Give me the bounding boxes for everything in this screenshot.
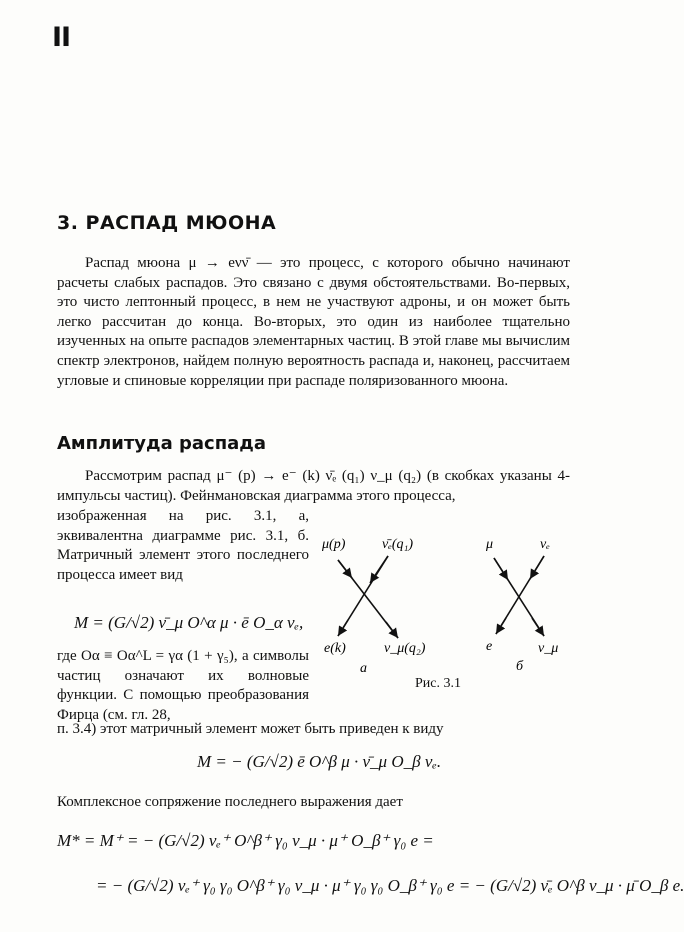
feynman-figure <box>318 528 578 698</box>
diagram-a-numu-arrow <box>386 622 398 638</box>
amplitude-paragraph-lead: Рассмотрим распад μ⁻ (p) → e⁻ (k) ν̄ₑ (q₁) ν_μ (q₂) (в скобках указаны 4-импульсы частиц). Фейнмановская диаграмма этого процесса, <box>57 468 570 504</box>
intro-paragraph: Распад мюона μ → eνν̄ — это процесс, с которого обычно начинают расчеты слабых распадов. Это связано с двумя обстоятельствами. Во-первых, это чисто лептонный процесс, в нем не участвуют адроны, и он может быть легко рассчитан до конца. Во-вторых, это один из наиболее тщательно изученных на опыте распадов элементарных частиц. В этой главе мы вычислим спектр электронов, найдем полную вероятность распада и, наконец, рассчитаем угловые и спиновые корреляции при распаде поляризованного мюона. <box>57 255 570 389</box>
diagram-a-muon-arrow <box>338 560 352 578</box>
diagram-b-nue-arrow <box>530 556 544 579</box>
diagram-b-top-right: νₑ <box>540 537 550 552</box>
formula-conjugate-1: M* = M⁺ = − (G/√2) νₑ⁺ O^β⁺ γ₀ ν_μ · μ⁺ O_β⁺ γ₀ e = <box>57 831 434 850</box>
diagram-a-label: а <box>360 661 367 676</box>
page-number: II <box>52 22 71 53</box>
diagram-a-bottom-right: ν_μ(q₂) <box>384 641 426 656</box>
gamma-definition-text: где Oα ≡ Oα^L = γα (1 + γ₅), а символы частиц означают их волновые функции. С помощью преобразования Фирца (см. гл. 28, <box>57 648 309 723</box>
diagram-b-bottom-right: ν_μ <box>538 641 559 656</box>
diagram-a-electron-arrow <box>338 620 348 636</box>
diagram-b <box>485 537 558 674</box>
formula-fierz: M = − (G/√2) ē O^β μ · ν̄_μ O_β νₑ. <box>197 752 442 771</box>
amplitude-paragraph-narrow: изображенная на рис. 3.1, а, эквивалентна диаграмме рис. 3.1, б. Матричный элемент этого последнего процесса имеет вид <box>57 508 309 583</box>
diagram-a <box>321 537 426 676</box>
diagram-b-bottom-left: e <box>486 639 493 654</box>
subheading: Амплитуда распада <box>57 433 266 454</box>
section-title: 3. РАСПАД МЮОНА <box>57 212 277 234</box>
diagram-a-nue-arrow <box>370 556 388 583</box>
diagram-b-numu-arrow <box>532 618 544 636</box>
diagram-a-bottom-left: e(k) <box>324 641 346 656</box>
diagram-a-top-left: μ(p) <box>322 537 346 552</box>
formula-conjugate-2: = − (G/√2) νₑ⁺ γ₀ γ₀ O^β⁺ γ₀ ν_μ · μ⁺ γ₀ γ₀ O_β⁺ γ₀ e = − (G/√2) ν̄ₑ O^β ν_μ · μ̄ O_β e. <box>96 876 684 895</box>
diagram-b-muon-arrow <box>494 558 508 580</box>
diagram-b-label: б <box>516 659 524 674</box>
figure-caption: Рис. 3.1 <box>415 676 461 691</box>
diagram-b-electron-arrow <box>496 618 506 634</box>
diagram-a-top-right: ν̄ₑ(q₁) <box>382 537 414 552</box>
conjugate-paragraph: Комплексное сопряжение последнего выражения дает <box>57 794 403 810</box>
diagram-b-top-left: μ <box>486 537 494 552</box>
amplitude-paragraph-tail: п. 3.4) этот матричный элемент может быть приведен к виду <box>57 721 444 737</box>
formula-matrix-element: M = (G/√2) ν̄_μ O^α μ · ē O_α νₑ, <box>74 613 304 632</box>
